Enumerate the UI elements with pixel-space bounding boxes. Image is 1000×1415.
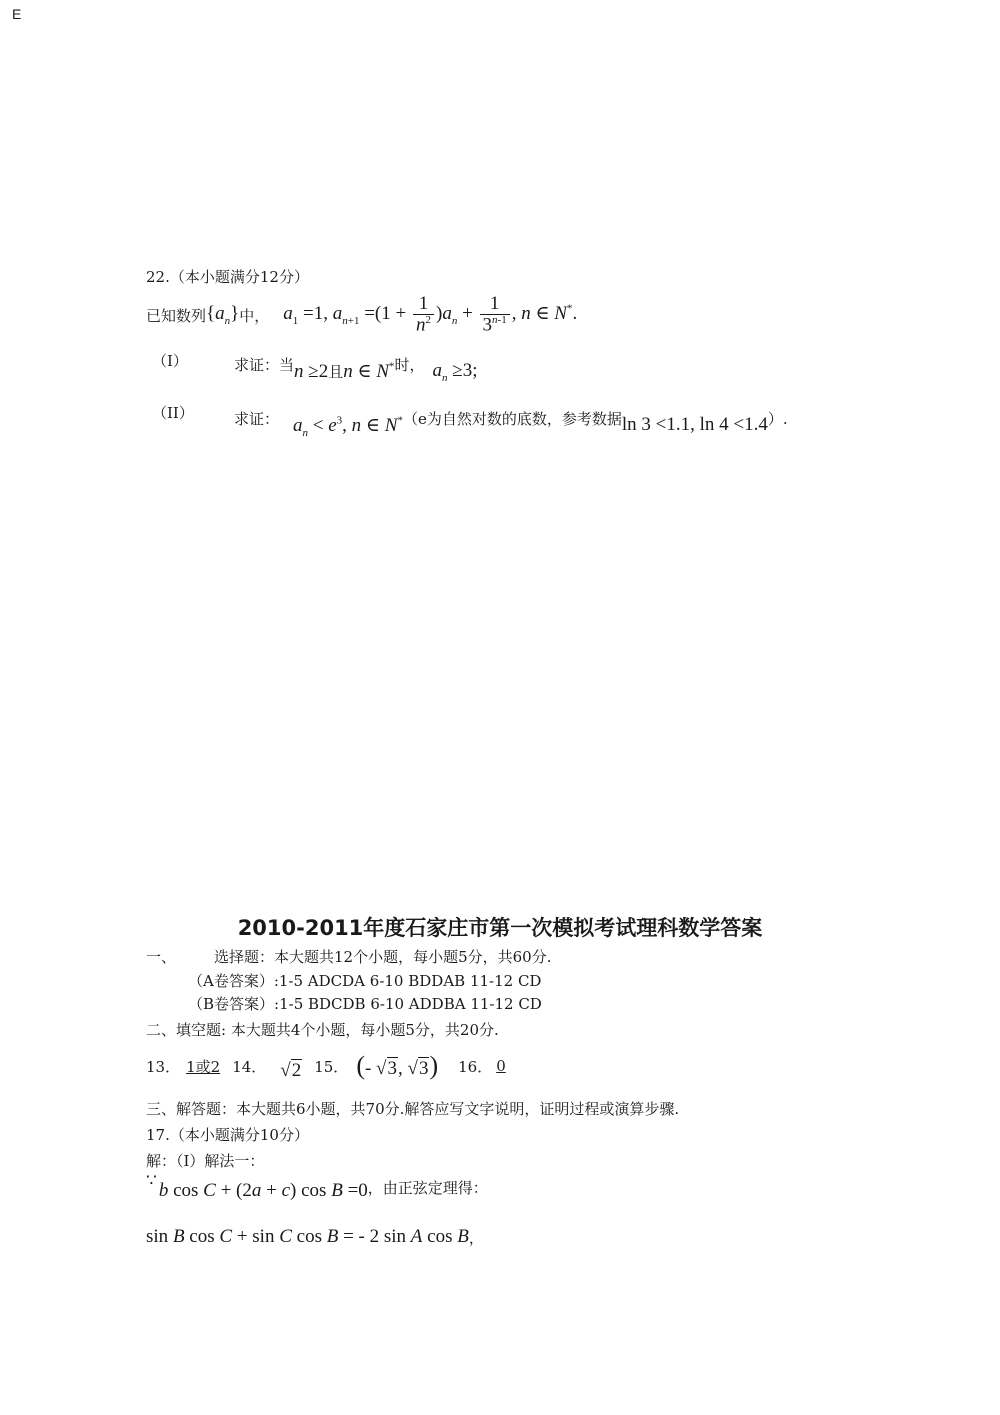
a-key: （A卷答案）:1-5 ADCDA 6-10 BDDAB 11-12 CD [188,972,542,990]
q22-recurrence: $a_1 =1$, $a_{n+1} =(1$ + $\frac{1}{n^2}$ )$a_n$ + $\frac{1}{3^{n-1}}$ , n ∈ N*. [283,293,578,336]
q22-e-note: （e为自然对数的底数，参考数据 [402,409,622,428]
q15-label: 15． [314,1057,349,1076]
q17-heading: 17.（本小题满分10分） [146,1126,309,1144]
q15-answer: (- √3, √3) [356,1051,439,1080]
q22-and: 且 [328,363,344,382]
corner-mark: E [12,6,22,22]
q22-part-ii [234,398,788,439]
q22-prove-i: 求证： [234,356,280,375]
q22-dang: 当 [279,356,295,375]
q22-cond: n ≥2 [294,360,329,382]
q22-close: ）. [767,409,788,428]
q22-prove-ii: 求证： [234,409,280,428]
by-sine-law: ，由正弦定理得： [367,1178,488,1197]
q22-claim-ii: $a_n < e^3$, n ∈ N* [293,414,403,439]
q14-label: 14． [232,1057,267,1076]
q22-given-text: 已知数列 [146,306,207,325]
equation-2: sin B cos C + sin C cos B = - 2 sin A cos B [146,1226,469,1247]
q22-heading: 22.（本小题满分12分） [146,268,309,286]
q22-zhong: 中， [239,306,270,325]
fill-answers [146,1048,506,1084]
q22-claim-i: $a_n \ge 3$; [432,360,478,384]
answers-title: 2010-2011年度石家庄市第一次模拟考试理科数学答案 [237,916,763,940]
q16-label: 16． [458,1057,493,1076]
equation-1: b cos C + (2a + c) cos B =0 [158,1180,368,1201]
equation-2-comma: ， [468,1228,484,1247]
q22-cond-n: n ∈ N* [343,361,395,383]
q22-label-ii: （II） [152,404,194,422]
section1-num: 一、 [146,948,177,966]
q22-label-i: （I） [152,352,188,370]
q22-part-i [234,346,477,384]
section3-text: 三、解答题：本大题共6小题，共70分.解答应写文字说明，证明过程或演算步骤. [146,1100,680,1118]
q22-shi: 时， [394,356,425,375]
q13-label: 13． [146,1057,181,1076]
q14-answer: √2 [280,1060,302,1081]
solution-start: 解：（I）解法一： [146,1152,265,1170]
q22-ref-data: ln 3 <1.1, ln 4 <1.4 [621,414,768,436]
q22-given [146,292,577,338]
solution-line-2 [146,1226,484,1248]
section1-text: 选择题：本大题共12个小题，每小题5分，共60分. [214,948,552,966]
section2-text: 二、填空题: 本大题共4个小题，每小题5分，共20分. [146,1021,499,1039]
q16-answer: 0 [496,1057,506,1075]
q13-answer: 1或2 [186,1057,221,1076]
b-key: （B卷答案）:1-5 BDCDB 6-10 ADDBA 11-12 CD [188,995,542,1013]
q22-seq: $\{a_n\}$ [206,303,240,327]
solution-line-1 [146,1172,488,1202]
because-symbol: ∵ [146,1171,157,1190]
